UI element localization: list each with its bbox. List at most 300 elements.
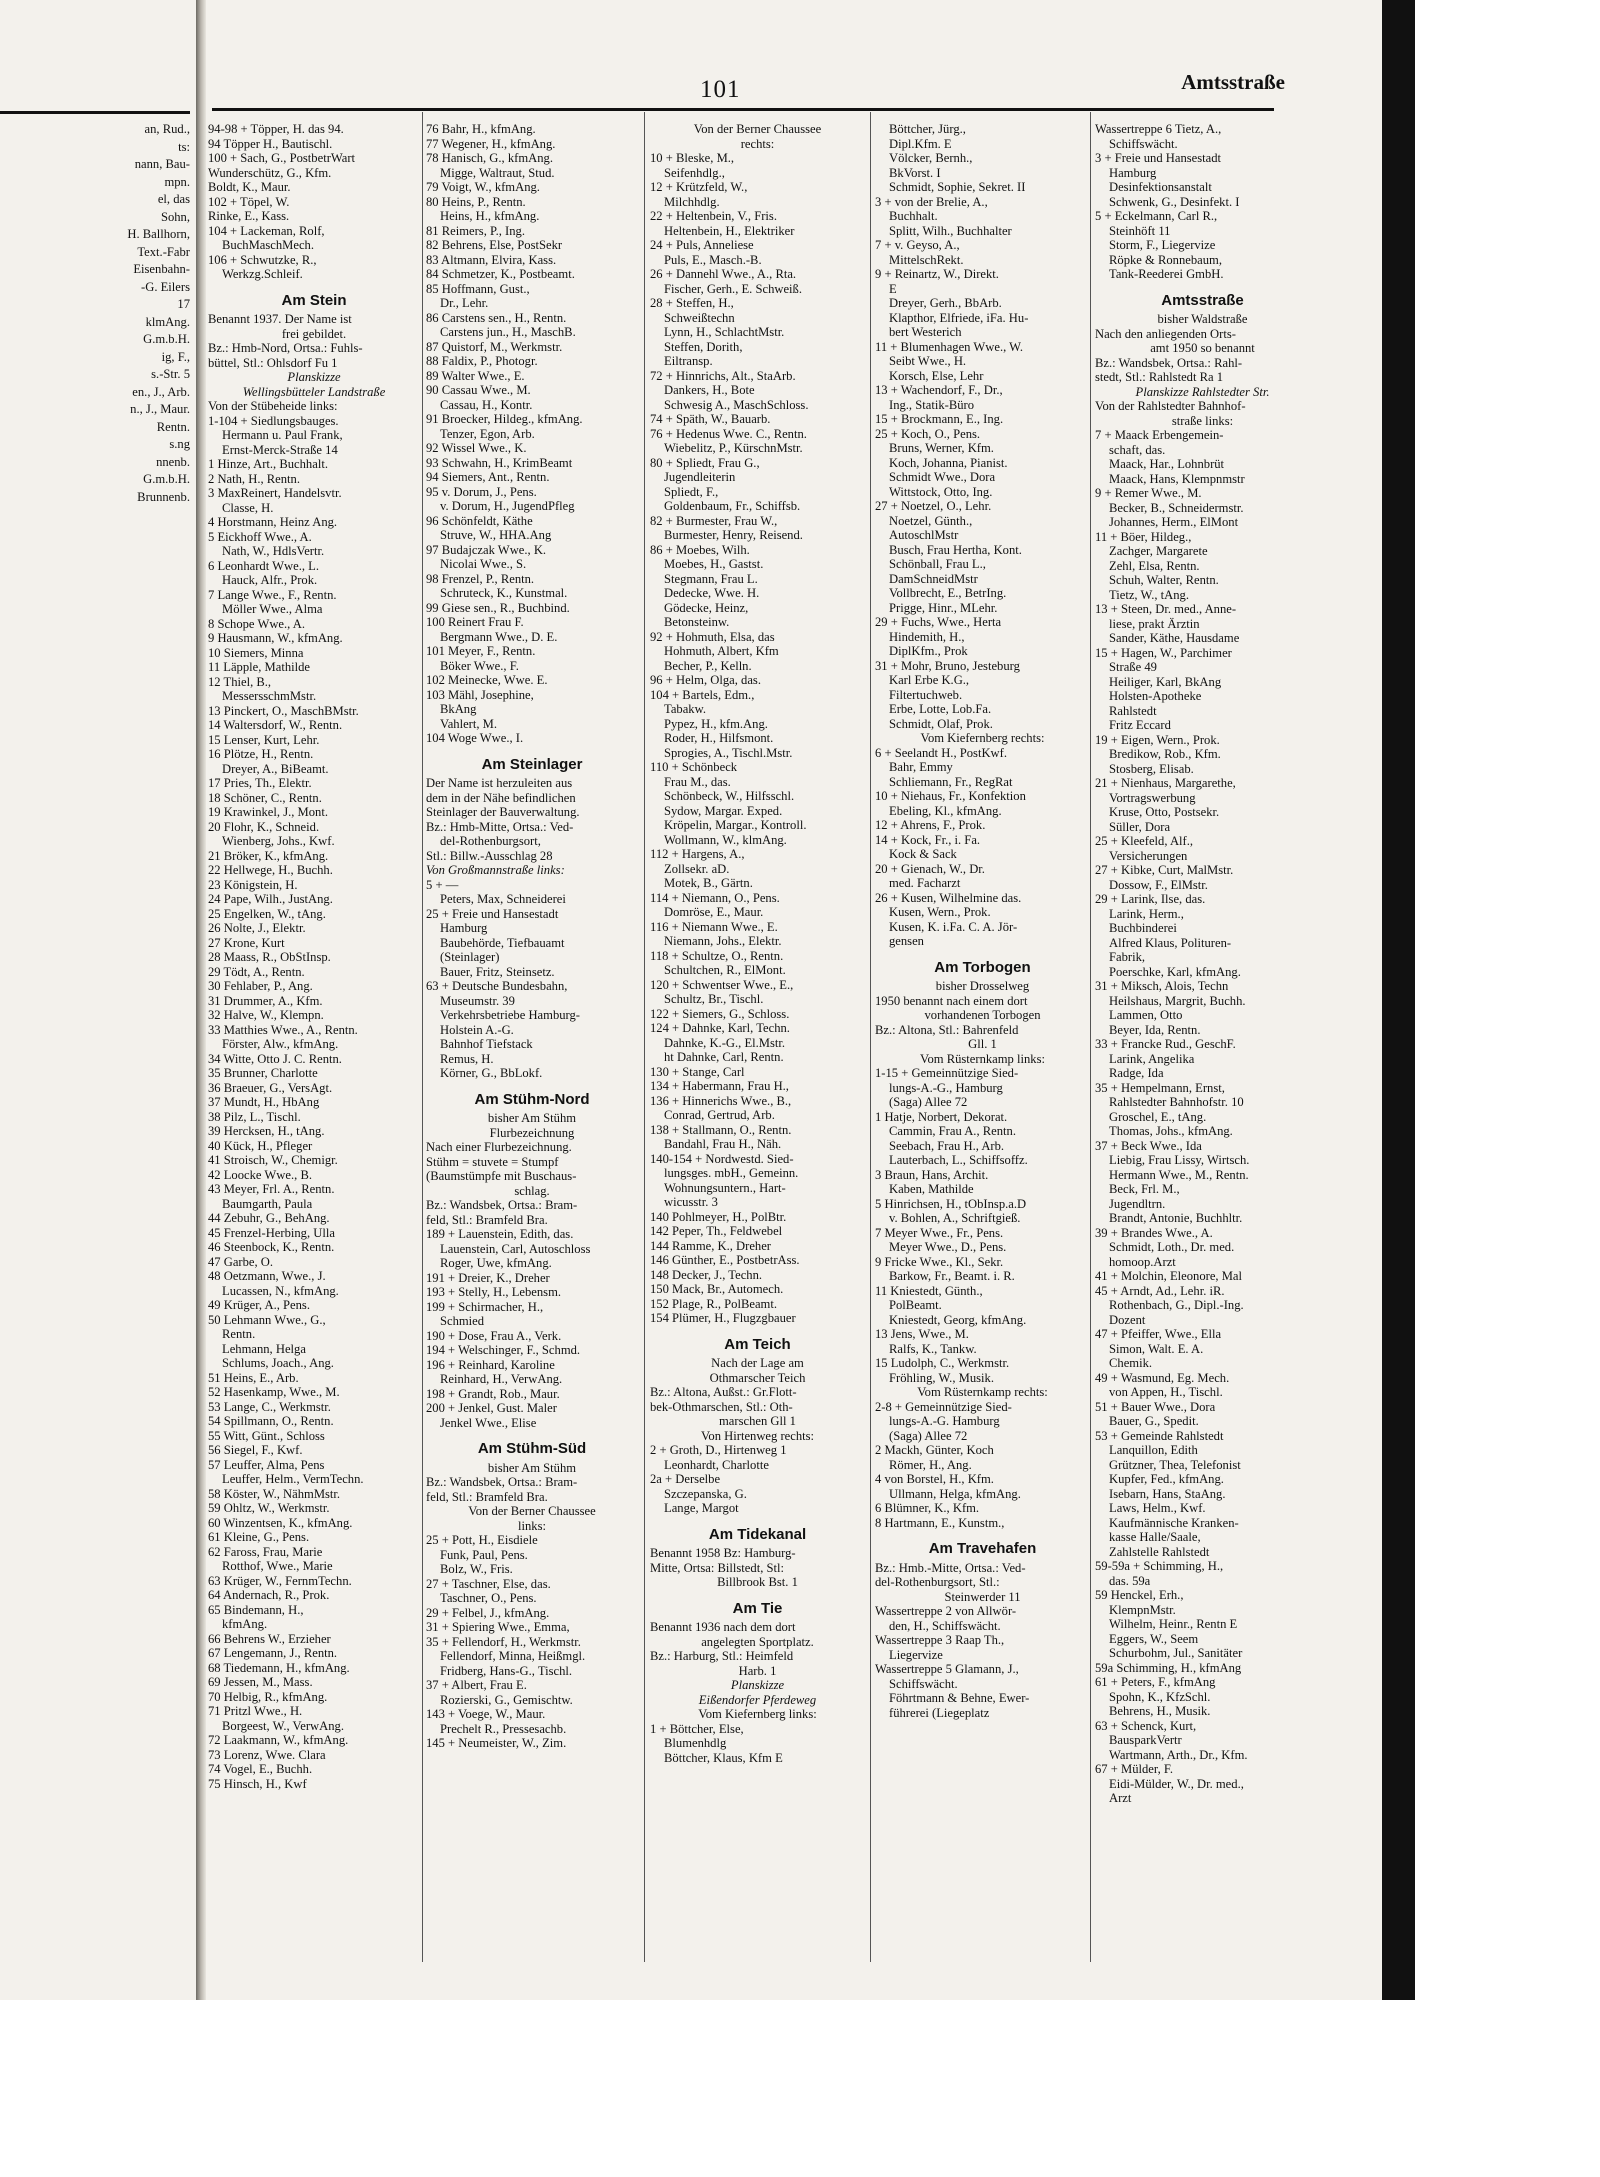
- directory-entry: 104 Woge Wwe., I.: [426, 731, 524, 745]
- directory-entry: Planskizze: [287, 370, 341, 384]
- directory-entry: Bandahl, Frau H., Näh.: [664, 1137, 782, 1151]
- directory-entry: 31 + Spiering Wwe., Emma,: [426, 1620, 570, 1634]
- directory-entry: bisher Drosselweg: [935, 979, 1030, 993]
- directory-entry: 92 + Hohmuth, Elsa, das: [650, 629, 775, 644]
- directory-entry: Heilshaus, Margrit, Buchh.: [1109, 993, 1246, 1008]
- directory-entry: 63 + Schenck, Kurt,: [1095, 1718, 1197, 1733]
- directory-entry: 88 Faldix, P., Photogr.: [426, 354, 538, 368]
- directory-entry: 94 Siemers, Ant., Rentn.: [426, 470, 550, 484]
- directory-entry: Steinhöft 11: [1109, 223, 1171, 238]
- directory-column-4: [875, 122, 1090, 1982]
- directory-entry: Böker Wwe., F.: [440, 658, 519, 673]
- directory-entry: bek-Othmarschen, Stl.: Oth-: [650, 1399, 793, 1414]
- directory-entry: 13 + Wachendorf, F., Dr.,: [875, 383, 1003, 397]
- directory-entry: v. Dorum, H., JugendPfleg: [440, 499, 575, 513]
- directory-entry: 82 + Burmester, Frau W.,: [650, 513, 778, 528]
- directory-entry: Boldt, K., Maur.: [208, 180, 291, 194]
- directory-entry: 33 Matthies Wwe., A., Rentn.: [208, 1022, 358, 1037]
- directory-entry: 118 + Schultze, O., Rentn.: [650, 948, 784, 963]
- directory-entry: Planskizze Rahlstedter Str.: [1135, 384, 1270, 399]
- directory-entry: straße links:: [1171, 413, 1234, 428]
- directory-entry: Beyer, Ida, Rentn.: [1109, 1022, 1201, 1037]
- left-fragment-line: nnenb.: [156, 454, 190, 469]
- directory-entry: Isebarn, Hans, StaAng.: [1109, 1486, 1226, 1501]
- directory-entry: Süller, Dora: [1109, 819, 1171, 834]
- directory-entry: Niemann, Johs., Elektr.: [664, 934, 782, 948]
- directory-entry: Mitte, Ortsa: Billstedt, Stl:: [650, 1560, 784, 1575]
- directory-entry: Alfred Klaus, Polituren-: [1109, 935, 1232, 950]
- directory-entry: 37 + Beck Wwe., Ida: [1095, 1138, 1202, 1153]
- directory-entry: Beck, Frl. M.,: [1109, 1182, 1180, 1196]
- left-fragment-line: G.m.b.H.: [143, 472, 190, 486]
- directory-entry: Buchbinderei: [1109, 921, 1177, 935]
- directory-entry: 5 + Eckelmann, Carl R.,: [1095, 209, 1218, 223]
- directory-entry: 27 + Noetzel, O., Lehr.: [875, 499, 992, 513]
- directory-entry: BausparkVertr: [1109, 1733, 1182, 1747]
- directory-entry: kasse Halle/Saale,: [1109, 1530, 1201, 1544]
- directory-entry: 76 Bahr, H., kfmAng.: [426, 122, 536, 136]
- directory-entry: Johannes, Herm., ElMont: [1109, 515, 1239, 529]
- directory-entry: 103 Mähl, Josephine,: [426, 687, 534, 702]
- directory-entry: Heins, H., kfmAng.: [440, 209, 540, 223]
- directory-entry: 54 Spillmann, O., Rentn.: [208, 1414, 334, 1428]
- directory-entry: 42 Loocke Wwe., B.: [208, 1167, 312, 1182]
- directory-entry: 57 Leuffer, Alma, Pens: [208, 1457, 325, 1472]
- directory-entry: 191 + Dreier, K., Dreher: [426, 1270, 550, 1285]
- directory-entry: 1 Hatje, Norbert, Dekorat.: [875, 1109, 1008, 1124]
- directory-entry: Hauck, Alfr., Prok.: [222, 573, 318, 587]
- directory-entry: 7 + Maack Erbengemein-: [1095, 428, 1224, 442]
- directory-entry: Rahlstedt: [1109, 703, 1157, 718]
- directory-entry: Karl Erbe K.G.,: [889, 673, 970, 687]
- directory-entry: 13 Jens, Wwe., M.: [875, 1327, 969, 1341]
- directory-entry: 90 Cassau Wwe., M.: [426, 383, 531, 397]
- directory-entry: 18 Schöner, C., Rentn.: [208, 790, 322, 805]
- directory-entry: Seebach, Frau H., Arb.: [889, 1138, 1005, 1153]
- directory-entry: 104 + Bartels, Edm.,: [650, 687, 755, 702]
- directory-entry: 37 + Albert, Frau E.: [426, 1678, 527, 1692]
- directory-entry: Wartmann, Arth., Dr., Kfm.: [1109, 1747, 1248, 1762]
- directory-entry: Kröpelin, Margar., Kontroll.: [664, 818, 807, 832]
- directory-entry: 2a + Derselbe: [650, 1472, 721, 1486]
- directory-entry: Bahnhof Tiefstack: [440, 1037, 533, 1051]
- directory-entry: Schultz, Br., Tischl.: [664, 992, 764, 1006]
- directory-entry: Zollsekr. aD.: [664, 861, 730, 876]
- directory-entry: Dr., Lehr.: [440, 296, 489, 310]
- directory-entry: 3 Braun, Hans, Archit.: [875, 1167, 989, 1182]
- directory-entry: Wellingsbütteler Landstraße: [242, 384, 386, 399]
- directory-entry: Von Hirtenweg rechts:: [700, 1428, 815, 1443]
- directory-entry: Kaben, Mathilde: [889, 1182, 974, 1196]
- directory-entry: 86 + Moebes, Wilh.: [650, 542, 750, 557]
- directory-entry: Leonhardt, Charlotte: [664, 1457, 769, 1472]
- directory-entry: 86 Carstens sen., H., Rentn.: [426, 310, 567, 325]
- left-fragment-line: el, das: [157, 192, 190, 206]
- directory-entry: Kupfer, Fed., kfmAng.: [1109, 1472, 1224, 1486]
- directory-entry: Straße 49: [1109, 660, 1157, 674]
- directory-entry: Maack, Har., Lohnbrüt: [1109, 457, 1225, 471]
- directory-entry: 99 Giese sen., R., Buchbind.: [426, 600, 570, 615]
- directory-entry: Storm, F., Liegervize: [1109, 238, 1216, 252]
- directory-entry: 100 Reinert Frau F.: [426, 615, 524, 629]
- directory-entry: 35 Brunner, Charlotte: [208, 1066, 318, 1080]
- directory-entry: Chemik.: [1109, 1356, 1153, 1370]
- directory-entry: Rozierski, G., Gemischtw.: [440, 1692, 573, 1707]
- directory-entry: 74 Vogel, E., Buchh.: [208, 1762, 313, 1776]
- directory-entry: Wunderschütz, G., Kfm.: [208, 165, 332, 180]
- directory-entry: 9 Hausmann, W., kfmAng.: [208, 631, 343, 645]
- directory-entry: Baumgarth, Paula: [222, 1196, 313, 1211]
- left-fragment-line: H. Ballhorn,: [127, 227, 190, 241]
- directory-entry: MessersschmMstr.: [222, 689, 317, 703]
- directory-entry: Schmidt, Olaf, Prok.: [889, 716, 993, 731]
- directory-entry: 8 Schope Wwe., A.: [208, 616, 306, 631]
- directory-entry: v. Bohlen, A., Schriftgieß.: [889, 1211, 1021, 1225]
- directory-entry: 63 + Deutsche Bundesbahn,: [426, 979, 568, 993]
- directory-entry: 17 Pries, Th., Elektr.: [208, 776, 312, 790]
- directory-entry: Brandt, Antonie, Buchhltr.: [1109, 1211, 1243, 1225]
- directory-entry: 34 Witte, Otto J. C. Rentn.: [208, 1051, 342, 1066]
- directory-entry: 47 Garbe, O.: [208, 1254, 274, 1269]
- directory-entry: Harb. 1: [738, 1663, 777, 1678]
- directory-entry: Wassertreppe 6 Tietz, A.,: [1095, 122, 1222, 136]
- directory-entry: Wassertreppe 5 Glamann, J.,: [875, 1662, 1019, 1676]
- directory-entry: 23 Königstein, H.: [208, 877, 298, 892]
- directory-entry: 189 + Lauenstein, Edith, das.: [426, 1227, 574, 1241]
- directory-entry: 11 Kniestedt, Günth.,: [875, 1283, 983, 1298]
- directory-entry: Roger, Uwe, kfmAng.: [440, 1256, 552, 1270]
- directory-entry: 15 Ludolph, C., Werkmstr.: [875, 1356, 1010, 1370]
- directory-entry: Milchhdlg.: [664, 194, 720, 209]
- directory-entry: Tietz, W., tAng.: [1109, 587, 1190, 602]
- directory-entry: 154 Plümer, H., Flugzgbauer: [650, 1311, 796, 1325]
- directory-entry: 143 + Voege, W., Maur.: [426, 1707, 546, 1721]
- directory-entry: Prigge, Hinr., MLehr.: [889, 600, 998, 615]
- directory-entry: 20 Flohr, K., Schneid.: [208, 819, 320, 834]
- directory-entry: 45 + Arndt, Ad., Lehr. iR.: [1095, 1283, 1225, 1298]
- directory-entry: 96 Schönfeldt, Käthe: [426, 513, 533, 528]
- street-heading: Am Tie: [732, 1599, 783, 1617]
- directory-entry: Bz.: Hmb-Mitte, Ortsa.: Ved-: [426, 819, 574, 834]
- directory-entry: Classe, H.: [222, 500, 274, 515]
- directory-entry: Billbrook Bst. 1: [717, 1575, 798, 1589]
- directory-entry: 13 + Steen, Dr. med., Anne-: [1095, 602, 1237, 616]
- directory-entry: Von der Berner Chaussee: [693, 122, 822, 136]
- directory-entry: 49 + Wasmund, Eg. Mech.: [1095, 1370, 1230, 1385]
- directory-entry: 25 + Pott, H., Eisdiele: [426, 1533, 538, 1547]
- directory-entry: Maack, Hans, Klempnmstr: [1109, 471, 1245, 486]
- directory-entry: Taschner, O., Pens.: [440, 1591, 537, 1605]
- directory-entry: Lynn, H., SchlachtMstr.: [664, 325, 785, 339]
- directory-entry: 39 Hercksen, H., tAng.: [208, 1124, 325, 1138]
- directory-entry: 110 + Schönbeck: [650, 760, 738, 774]
- directory-entry: Schweißtechn: [664, 310, 735, 325]
- directory-entry: 116 + Niemann Wwe., E.: [650, 919, 778, 934]
- directory-entry: 29 + Fuchs, Wwe., Herta: [875, 615, 1002, 629]
- directory-entry: 112 + Hargens, A.,: [650, 847, 745, 861]
- directory-entry: BkAng: [440, 702, 477, 716]
- directory-entry: 15 + Brockmann, E., Ing.: [875, 412, 1004, 426]
- directory-entry: Schmied: [440, 1314, 485, 1328]
- directory-entry: med. Facharzt: [889, 876, 961, 890]
- directory-entry: 51 Heins, E., Arb.: [208, 1370, 299, 1385]
- directory-entry: Fellendorf, Minna, Heißmgl.: [440, 1649, 586, 1663]
- directory-entry: 8 Hartmann, E., Kunstm.,: [875, 1515, 1005, 1530]
- directory-entry: Rahlstedter Bahnhofstr. 10: [1109, 1095, 1244, 1109]
- directory-entry: Vom Rüsternkamp rechts:: [917, 1385, 1048, 1399]
- directory-entry: 53 + Gemeinde Rahlstedt: [1095, 1428, 1224, 1443]
- directory-entry: 16 Plötze, H., Rentn.: [208, 747, 314, 761]
- directory-entry: 6 + Seelandt H., PostKwf.: [875, 745, 1007, 760]
- directory-entry: Peters, Max, Schneiderei: [440, 892, 566, 906]
- directory-entry: Tabakw.: [664, 702, 707, 716]
- directory-entry: 134 + Habermann, Frau H.,: [650, 1079, 789, 1093]
- directory-entry: Lucassen, N., kfmAng.: [222, 1283, 339, 1298]
- directory-entry: Becher, P., Kelln.: [664, 658, 752, 673]
- directory-entry: MittelschRekt.: [889, 252, 964, 267]
- directory-entry: Hamburg: [440, 921, 488, 935]
- directory-entry: 80 + Spliedt, Frau G.,: [650, 455, 760, 470]
- directory-entry: 80 Heins, P., Rentn.: [426, 194, 526, 209]
- directory-entry: 14 Waltersdorf, W., Rentn.: [208, 718, 343, 732]
- directory-entry: Barkow, Fr., Beamt. i. R.: [889, 1269, 1015, 1283]
- directory-entry: 102 Meinecke, Wwe. E.: [426, 673, 548, 687]
- directory-entry: Der Name ist herzuleiten aus: [426, 776, 573, 790]
- directory-entry: Vortragswerbung: [1109, 790, 1196, 805]
- directory-entry: 7 Meyer Wwe., Fr., Pens.: [875, 1225, 1004, 1240]
- directory-entry: 29 Tödt, A., Rentn.: [208, 964, 305, 979]
- directory-entry: bisher Waldstraße: [1157, 312, 1248, 326]
- directory-entry: 5 Hinrichsen, H., tObInsp.a.D: [875, 1196, 1027, 1211]
- directory-entry: AutoschlMstr: [889, 528, 959, 542]
- directory-entry: Nach der Lage am: [711, 1356, 804, 1370]
- directory-entry: 28 Maass, R., ObStInsp.: [208, 950, 331, 964]
- directory-entry: Kaufmännische Kranken-: [1109, 1515, 1239, 1530]
- directory-entry: 46 Steenbock, K., Rentn.: [208, 1240, 335, 1254]
- directory-entry: 35 + Hempelmann, Ernst,: [1095, 1080, 1225, 1095]
- directory-entry: Meyer Wwe., D., Pens.: [889, 1240, 1007, 1254]
- directory-entry: Szczepanska, G.: [664, 1486, 747, 1501]
- directory-entry: Körner, G., BbLokf.: [440, 1066, 543, 1080]
- directory-entry: 70 Helbig, R., kfmAng.: [208, 1689, 328, 1704]
- directory-entry: Schönball, Frau L.,: [889, 557, 986, 571]
- directory-entry: Bauer, Fritz, Steinsetz.: [440, 964, 555, 979]
- directory-entry: 29 + Larink, Ilse, das.: [1095, 892, 1206, 906]
- left-fragment-line: klmAng.: [145, 314, 190, 329]
- directory-entry: 152 Plage, R., PolBeamt.: [650, 1296, 777, 1311]
- directory-entry: 74 + Späth, W., Bauarb.: [650, 412, 771, 426]
- directory-entry: Vollbrecht, E., BetrIng.: [889, 586, 1007, 600]
- directory-entry: 44 Zebuhr, G., BehAng.: [208, 1211, 330, 1225]
- directory-entry: Zachger, Margarete: [1109, 544, 1208, 558]
- directory-entry: 102 + Töpel, W.: [208, 194, 290, 209]
- directory-entry: Tank-Reederei GmbH.: [1109, 267, 1224, 281]
- directory-entry: 30 Fehlaber, P., Ang.: [208, 979, 313, 993]
- directory-entry: 3 + von der Brelie, A.,: [875, 194, 988, 209]
- left-fragment-line: Brunnenb.: [137, 489, 190, 504]
- directory-entry: Völcker, Bernh.,: [889, 151, 973, 165]
- left-fragment-line: n., J., Maur.: [130, 402, 190, 416]
- directory-entry: 77 Wegener, H., kfmAng.: [426, 136, 556, 151]
- directory-entry: lungs-A.-G. Hamburg: [889, 1414, 1000, 1428]
- directory-entry: Kusen, Wern., Prok.: [889, 905, 991, 919]
- directory-entry: 1950 benannt nach einem dort: [875, 993, 1028, 1008]
- directory-entry: 83 Altmann, Elvira, Kass.: [426, 252, 557, 267]
- directory-entry: Von Großmannstraße links:: [426, 863, 565, 877]
- left-fragment-line: nann, Bau-: [134, 157, 190, 171]
- directory-entry: Von der Stübeheide links:: [208, 399, 338, 413]
- directory-entry: 94 Töpper H., Bautischl.: [208, 136, 333, 151]
- directory-entry: Burmester, Henry, Reisend.: [664, 528, 803, 542]
- directory-entry: 96 + Helm, Olga, das.: [650, 673, 761, 687]
- directory-column-2: [426, 122, 638, 1982]
- directory-entry: Gll. 1: [968, 1037, 997, 1051]
- directory-entry: Steinlager der Bauverwaltung.: [426, 805, 580, 819]
- directory-entry: 11 + Blumenhagen Wwe., W.: [875, 339, 1024, 354]
- directory-entry: Von der Berner Chaussee: [468, 1504, 596, 1518]
- directory-entry: angelegten Sportplatz.: [701, 1634, 814, 1649]
- directory-entry: 79 Voigt, W., kfmAng.: [426, 180, 540, 194]
- directory-entry: 45 Frenzel-Herbing, Ulla: [208, 1225, 335, 1240]
- directory-entry: Fischer, Gerh., E. Schweiß.: [664, 281, 802, 296]
- directory-entry: 3 MaxReinert, Handelsvtr.: [208, 486, 342, 500]
- directory-entry: Roder, H., Hilfsmont.: [664, 731, 774, 745]
- directory-entry: 15 + Hagen, W., Parchimer: [1095, 645, 1232, 660]
- directory-entry: 106 + Schwutzke, R.,: [208, 252, 317, 267]
- directory-entry: links:: [518, 1518, 546, 1533]
- directory-entry: 93 Schwahn, H., KrimBeamt: [426, 455, 573, 470]
- directory-entry: 12 + Ahrens, F., Prok.: [875, 818, 986, 832]
- directory-entry: Wassertreppe 2 von Allwör-: [875, 1604, 1017, 1618]
- directory-entry: Förster, Alw., kfmAng.: [222, 1037, 339, 1051]
- directory-entry: 198 + Grandt, Rob., Maur.: [426, 1386, 560, 1401]
- directory-entry: Betonsteinw.: [664, 615, 730, 629]
- directory-entry: Wollmann, W., klmAng.: [664, 832, 787, 847]
- directory-entry: 12 Thiel, B.,: [208, 674, 272, 689]
- directory-column-3: [650, 122, 865, 1982]
- directory-entry: Sydow, Margar. Exped.: [664, 803, 783, 818]
- directory-entry: Domröse, E., Maur.: [664, 905, 764, 919]
- street-heading: Am Stühm-Nord: [474, 1090, 590, 1108]
- directory-entry: Ernst-Merck-Straße 14: [222, 442, 338, 457]
- street-heading: Am Torbogen: [934, 958, 1031, 976]
- directory-entry: Radge, Ida: [1109, 1066, 1164, 1080]
- column-divider: [1090, 112, 1091, 1962]
- directory-entry: 31 + Mohr, Bruno, Jesteburg: [875, 658, 1020, 673]
- directory-entry: 75 Hinsch, H., Kwf: [208, 1776, 307, 1791]
- directory-entry: 194 + Welschinger, F., Schmd.: [426, 1343, 581, 1357]
- directory-entry: 2-8 + Gemeinnützige Sied-: [875, 1399, 1012, 1414]
- directory-entry: Museumstr. 39: [440, 993, 515, 1008]
- directory-entry: 140 Pohlmeyer, H., PolBtr.: [650, 1209, 787, 1224]
- directory-entry: (Baumstümpfe mit Buschaus-: [426, 1169, 577, 1183]
- directory-entry: Migge, Waltraut, Stud.: [440, 165, 555, 180]
- directory-entry: Nath, W., HdlsVertr.: [222, 544, 325, 558]
- street-heading: Am Stühm-Süd: [477, 1440, 587, 1457]
- directory-entry: Fabrik,: [1109, 950, 1146, 964]
- directory-entry: 1 Hinze, Art., Buchhalt.: [208, 457, 328, 471]
- directory-entry: Eiltransp.: [664, 354, 713, 368]
- directory-entry: 55 Witt, Günt., Schloss: [208, 1428, 325, 1443]
- directory-entry: Versicherungen: [1109, 848, 1188, 863]
- directory-entry: Funk, Paul, Pens.: [440, 1547, 528, 1562]
- left-fragment-line: Sohn,: [160, 209, 190, 224]
- directory-entry: 50 Lehmann Wwe., G.,: [208, 1312, 326, 1327]
- directory-entry: 11 + Böer, Hildeg.,: [1095, 529, 1192, 544]
- directory-entry: Spliedt, F.,: [664, 484, 719, 499]
- directory-entry: 41 + Molchin, Eleonore, Mal: [1095, 1269, 1243, 1283]
- left-fragment-line: ig, F.,: [161, 349, 190, 364]
- directory-entry: 10 + Niehaus, Fr., Konfektion: [875, 789, 1026, 803]
- directory-entry: 12 + Krützfeld, W.,: [650, 180, 748, 194]
- directory-entry: 193 + Stelly, H., Lebensm.: [426, 1285, 562, 1299]
- directory-entry: Bz.: Harburg, Stl.: Heimfeld: [650, 1649, 794, 1663]
- directory-entry: 58 Köster, W., NähmMstr.: [208, 1486, 341, 1501]
- directory-entry: Struve, W., HHA.Ang: [440, 528, 552, 542]
- directory-entry: 26 + Dannehl Wwe., A., Rta.: [650, 267, 797, 281]
- directory-entry: Dossow, F., ElMstr.: [1109, 877, 1208, 892]
- directory-entry: PolBeamt.: [889, 1298, 942, 1312]
- directory-entry: Liegervize: [889, 1647, 943, 1662]
- book-spine: [196, 0, 206, 2000]
- directory-entry: Schultchen, R., ElMont.: [664, 963, 786, 977]
- directory-entry: 15 Lenser, Kurt, Lehr.: [208, 732, 320, 747]
- directory-entry: rechts:: [740, 136, 775, 151]
- directory-entry: 13 Pinckert, O., MaschBMstr.: [208, 703, 359, 718]
- directory-entry: Wilhelm, Heinr., Rentn E: [1109, 1617, 1238, 1631]
- directory-entry: Nicolai Wwe., S.: [440, 557, 527, 571]
- directory-entry: 67 Lengemann, J., Rentn.: [208, 1646, 338, 1660]
- directory-entry: Wohnungsuntern., Hart-: [664, 1180, 786, 1195]
- directory-entry: Othmarscher Teich: [709, 1370, 806, 1385]
- directory-entry: 71 Pritzl Wwe., H.: [208, 1704, 303, 1718]
- directory-entry: 124 + Dahnke, Karl, Techn.: [650, 1021, 790, 1035]
- directory-entry: 29 + Felbel, J., kfmAng.: [426, 1605, 550, 1620]
- directory-entry: Föhrtmann & Behne, Ewer-: [889, 1691, 1030, 1705]
- directory-entry: 60 Winzentsen, K., kfmAng.: [208, 1515, 353, 1530]
- directory-entry: Sprogies, A., Tischl.Mstr.: [664, 745, 793, 760]
- directory-entry: Jugendleiterin: [664, 470, 736, 484]
- directory-entry: Heltenbein, H., Elektriker: [664, 223, 795, 238]
- directory-entry: 5 Eickhoff Wwe., A.: [208, 529, 312, 544]
- directory-entry: 32 Halve, W., Klempn.: [208, 1008, 324, 1022]
- directory-entry: del-Rothenburgsort,: [440, 834, 541, 848]
- directory-entry: Reinhard, H., VerwAng.: [440, 1372, 563, 1386]
- directory-entry: Dozent: [1109, 1312, 1146, 1327]
- directory-entry: 100 + Sach, G., PostbetrWart: [208, 151, 356, 165]
- directory-entry: gensen: [889, 934, 924, 948]
- column-divider: [870, 112, 871, 1962]
- directory-entry: 81 Reimers, P., Ing.: [426, 223, 525, 238]
- directory-entry: Filtertuchweb.: [889, 687, 963, 702]
- left-page-fragment: [0, 122, 190, 1982]
- street-heading: Am Steinlager: [481, 755, 583, 773]
- directory-entry: 120 + Schwentser Wwe., E.,: [650, 977, 794, 992]
- directory-entry: Schuh, Walter, Rentn.: [1109, 573, 1219, 587]
- directory-entry: Cassau, H., Kontr.: [440, 397, 533, 412]
- directory-entry: das. 59a: [1109, 1573, 1151, 1588]
- directory-entry: Puls, E., Masch.-B.: [664, 252, 762, 267]
- directory-entry: Klapthor, Elfriede, iFa. Hu-: [889, 310, 1029, 325]
- directory-entry: Nach einer Flurbezeichnung.: [426, 1140, 572, 1154]
- directory-entry: vorhandenen Torbogen: [924, 1008, 1041, 1022]
- directory-entry: Bredikow, Rob., Kfm.: [1109, 747, 1221, 761]
- left-fragment-line: Rentn.: [156, 419, 190, 434]
- directory-entry: 26 + Kusen, Wilhelmine das.: [875, 890, 1022, 905]
- directory-entry: Böttcher, Klaus, Kfm E: [664, 1750, 783, 1765]
- directory-entry: 5 + —: [426, 877, 459, 892]
- directory-entry: 43 Meyer, Frl. A., Rentn.: [208, 1182, 335, 1196]
